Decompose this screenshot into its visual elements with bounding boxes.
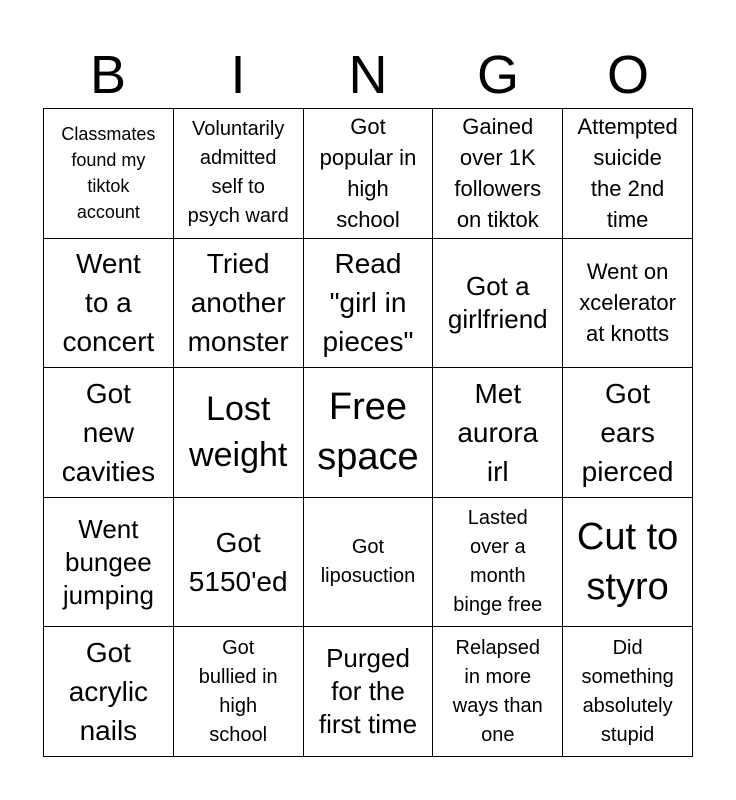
bingo-cell[interactable]: Cut to styro xyxy=(563,498,693,628)
bingo-header xyxy=(43,42,693,108)
bingo-cell[interactable]: Read "girl in pieces" xyxy=(304,239,434,369)
bingo-cell[interactable]: Relapsed in more ways than one xyxy=(433,627,563,757)
bingo-cell[interactable]: Attempted suicide the 2nd time xyxy=(563,109,693,239)
bingo-cell[interactable]: Went on xcelerator at knotts xyxy=(563,239,693,369)
free-space-cell[interactable]: Free space xyxy=(304,368,434,498)
bingo-cell[interactable]: Lasted over a month binge free xyxy=(433,498,563,628)
header-letter-g: G xyxy=(476,45,519,105)
bingo-cell[interactable]: Did something absolutely stupid xyxy=(563,627,693,757)
bingo-cell[interactable]: Got 5150'ed xyxy=(174,498,304,628)
bingo-cell[interactable]: Got acrylic nails xyxy=(44,627,174,757)
bingo-cell[interactable]: Classmates found my tiktok account xyxy=(44,109,174,239)
bingo-cell[interactable]: Lost weight xyxy=(174,368,304,498)
header-letter-o: O xyxy=(606,45,649,105)
bingo-cell[interactable]: Got bullied in high school xyxy=(174,627,304,757)
header-letter-i: I xyxy=(230,45,246,105)
bingo-card-grid xyxy=(43,108,693,757)
bingo-cell[interactable]: Got popular in high school xyxy=(304,109,434,239)
header-letter-b: B xyxy=(89,45,127,105)
bingo-cell[interactable]: Tried another monster xyxy=(174,239,304,369)
bingo-cell[interactable]: Got liposuction xyxy=(304,498,434,628)
bingo-cell[interactable]: Purged for the first time xyxy=(304,627,434,757)
bingo-cell[interactable]: Gained over 1K followers on tiktok xyxy=(433,109,563,239)
bingo-cell[interactable]: Went to a concert xyxy=(44,239,174,369)
bingo-cell[interactable]: Got ears pierced xyxy=(563,368,693,498)
header-letter-n: N xyxy=(348,45,388,105)
bingo-cell[interactable]: Met aurora irl xyxy=(433,368,563,498)
bingo-cell[interactable]: Voluntarily admitted self to psych ward xyxy=(174,109,304,239)
bingo-cell[interactable]: Went bungee jumping xyxy=(44,498,174,628)
bingo-cell[interactable]: Got new cavities xyxy=(44,368,174,498)
bingo-cell[interactable]: Got a girlfriend xyxy=(433,239,563,369)
